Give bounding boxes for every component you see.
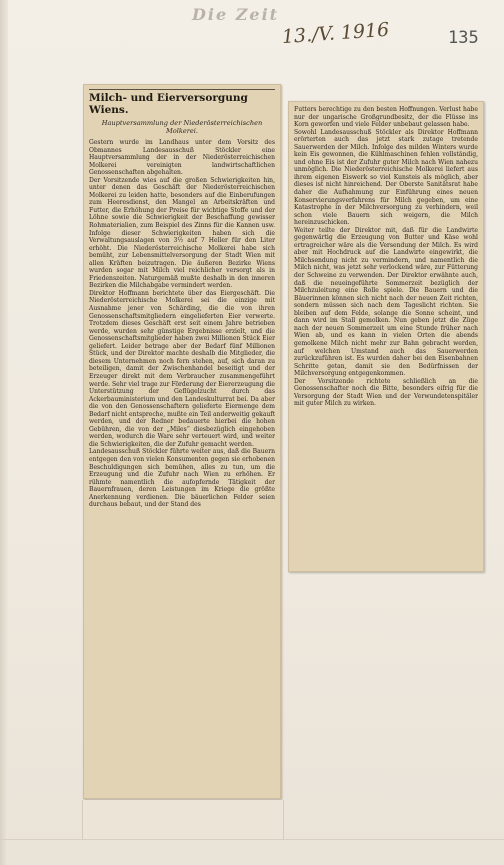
clipping-left-column bbox=[83, 84, 281, 799]
clipping-backing bbox=[82, 800, 284, 840]
page-number: 135 bbox=[448, 28, 479, 48]
newspaper-masthead: Die Zeit bbox=[192, 5, 280, 24]
article-subtitle: Hauptversammlung der Niederösterreichischen Molkerei. bbox=[101, 119, 263, 135]
fold-line bbox=[0, 839, 504, 840]
handwritten-date: 13./V. 1916 bbox=[281, 18, 390, 49]
article-body-left: Gestern wurde im Landhaus unter dem Vorsitz des Obmannes Landesausschuß Stöckler eine Hauptversammlung der in der Niederösterreichischen Molkerei vereinigten landwirtschaftlichen Genossenschaften abgehalten. Der Vorsitzende wies auf die großen Schwierigkeiten hin, unter denen das Geschäft der Niederösterreichischen Molkerei zu leiden hatte, besonders auf die Einberufungen zum Heeresdienst, den Mangel an Arbeitskräften und Futter, die Erhöhung der Preise für wichtige Stoffe und der Löhne sowie die Schwierigkeit der Beschaffung gewisser Rohmaterialien, zum Beispiel des Zinns für die Kannen usw. Infolge dieser Schwierigkeiten haben sich die Verwaltungsauslagen von 3½ auf 7 Heller für den Liter erhöht. Die Niederösterreichische Molkerei habe sich bemüht, zur Lebensmittelversorgung der Stadt Wien mit allen Kräften beizutragen. Die äußeren Bezirke Wiens wurden sogar mit Milch viel reichlicher versorgt als in Friedenszeiten. Naturgemäß mußte deshalb in den inneren Bezirken die Milchabgabe vermindert werden. Direktor Hoffmann berichtete über das Eiergeschäft. Die Niederösterreichische Molkerei sei die einzige mit Ausnahme jener von Schärding, die die von ihren Genossenschaftsmitgliedern eingelieferten Eier verwerte. Trotzdem dieses Geschäft erst seit einem Jahre betrieben werde, wurden sehr günstige Ergebnisse erzielt, und die Genossenschaftsmitglieder haben zwei Millionen Stück Eier geliefert. Leider betrage aber der Bedarf fünf Millionen Stück, und der Direktor machte deshalb die Mitglieder, die diesem Unternehmen noch fern stehen, auf, sich daran zu beteiligen, damit der Zwischenhandel beseitigt und der Erzeuger direkt mit dem Verbraucher zusammengeführt werde. Sehr viel trage zur Förderung der Eiererzeugung die Unterstützung der Geflügelzucht durch das Ackerbauministerium und den Landeskulturrat bei. Da aber die von den Genossenschaftern gelieferte Eiermenge dem Bedarf nicht entspreche, mußte ein Teil anderweitig gekauft werden, und der Redner bedauerte hierbei die hohen Gebühren, die von der „Miles“ diesbezüglich eingehoben werden, wodurch die Ware sehr verteuert wird, und weiter die Schwierigkeiten, die der Zufuhr gemacht werden. Landesausschuß Stöckler führte weiter aus, daß die Bauern entgegen den von vielen Konsumenten gegen sie erhobenen Beschuldigungen sich bemühen, alles zu tun, um die Erzeugung und die Zufuhr nach Wien zu erhöhen. Er rühmte namentlich die aufopfernde Tätigkeit der Bauernfrauen, deren Leistungen im Kriege die größte Anerkennung verdienen. Die bäuerlichen Felder seien durchaus bebaut, und der Stand des bbox=[89, 139, 275, 509]
clipping-right-column bbox=[288, 101, 484, 572]
binder-strip bbox=[0, 0, 8, 865]
article-title: Milch- und Eierversorgung Wiens. bbox=[89, 89, 275, 116]
article-body-right: Futters berechtige zu den besten Hoffnungen. Verlust habe nur der ungarische Großgrundbesitz, der die Flüsse ins Korn geworfen und viele Felder unbebaut gelassen habe. Sowohl Landesausschuß Stöckler als Direktor Hoffmann erörterten auch das jetzt stark zutage tretende Sauerwerden der Milch. Infolge des milden Winters wurde kein Eis gewonnen, die Kühlmaschinen fehlen vollständig, und ohne Eis ist der Zufuhr guter Milch nach Wien nahezu unmöglich. Die Niederösterreichische Molkerei liefert aus ihrem eigenen Eiswerk so viel Kunsteis als möglich, aber dieses ist nicht hinreichend. Der Oberste Sanitätsrat habe daher die Aufhahmung zur Einführung eines neuen Konservierungsverfahrens für Milch gegeben, um eine Katastrophe in der Milchversorgung zu verhindern, weil schon viele Bauern sich weigern, die Milch hereinzuschicken. Weiter teilte der Direktor mit, daß für die Landwirte gegenwärtig die Erzeugung von Butter und Käse wohl ertragreicher wäre als die Versendung der Milch. Es wird aber mit Hochdruck auf die Landwirte eingewirkt, die Milchsendung nicht zu vermindern, und namentlich die Milch nicht, was jetzt sehr verlockend wäre, zur Fütterung der Schweine zu verwenden. Der Direktor erwähnte auch, daß die neueingeführte Sommerzeit bezüglich der Milchzuleitung eine Rolle spiele. Die Bauern und die Bäuerinnen können sich nicht nach der neuen Zeit richten, sondern müssen sich nach dem Tageslicht richten. Sie bleiben auf dem Felde, solange die Sonne scheint, und dann wird im Stall gemolken. Nun geben jetzt die Züge nach der neuen Sommerzeit um eine Stunde früher nach Wien ab, und es kann in vielen Orten die abends gemolkene Milch nicht mehr zur Bahn gebracht werden, auf welchen Umstand auch das Sauerwerden zurückzuführen ist. Es wurden daher bei den Eisenbahnen Schritte getan, damit sie den Bedürfnissen der Milchversorgung entgegenkommen. Der Vorsitzende richtete schließlich an die Genossenschafter noch die Bitte, besonders eifrig für die Versorgung der Stadt Wien und der Verwundetenspitäler mit guter Milch zu wirken. bbox=[294, 106, 478, 408]
